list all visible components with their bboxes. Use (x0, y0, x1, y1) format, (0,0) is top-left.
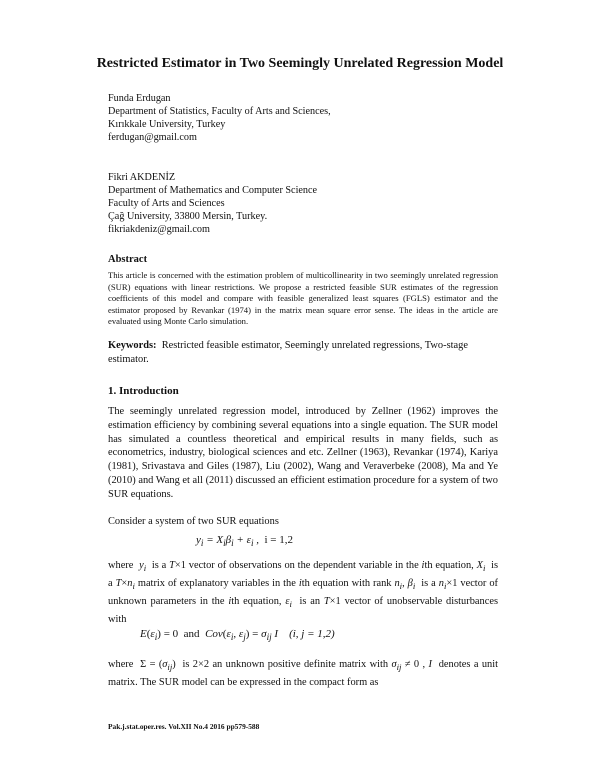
abstract-text: This article is concerned with the estimation problem of multicollinearity in two seemingly unrelated regression (SUR) equations with linear restrictions. We propose a restricted feasible SUR estimates of the regression coefficients of this model and compare with feasible generalized least squares (FGLS) estimator and the estimator proposed by Revankar (1974) in the matrix mean square error sense. The ideas in the article are evaluated using Monte Carlo simulation. (108, 270, 498, 327)
keywords-label: Keywords: (108, 340, 157, 351)
where2-a: where (108, 659, 134, 670)
keywords (108, 339, 498, 366)
where1-d: th equation, (424, 560, 474, 571)
variable-definitions: where $y_i$ is a T×1 vector of observations on the dependent variable in the ith equation, $X_i$ is a $T\times n_i$ matrix of explanatory variables in the ith equation with rank $n_i$, $\beta_i$ is a $n_i\times 1$ vector of unknown parameters in the ith equation, $\varepsilon_i$ is an T×1 vector of unobservable disturbances with (108, 560, 499, 626)
author-1-email[interactable]: ferdugan@gmail.com (108, 132, 197, 143)
where1-j: th equation, (231, 596, 282, 608)
sigma-definition: where $\Sigma = (\sigma_{ij})$ is 2×2 an unknown positive definite matrix with $\sigma_{ij} \ne 0$ , I denotes a unit matrix. The SUR model can be expressed in the compact form as (108, 659, 498, 689)
where1-k: is an (299, 596, 321, 608)
where1-f: matrix of explanatory variables in the (137, 578, 296, 590)
where1-h: is a (421, 578, 436, 590)
paper-title: Restricted Estimator in Two Seemingly Unrelated Regression Model (96, 56, 504, 71)
where2-b: is (182, 659, 190, 670)
keywords-text: Restricted feasible estimator, Seemingly unrelated regressions, Two-stage estimator. (108, 340, 468, 365)
where1-b: is a (151, 560, 167, 571)
where1-c: vector of observations on the dependent variable in the (188, 560, 419, 571)
where1-i: vector of unknown parameters in the (108, 578, 498, 608)
author-1 (108, 92, 331, 144)
section-heading-introduction: 1. Introduction (108, 385, 179, 397)
eq2-and: and (183, 628, 200, 640)
where1-g: th equation with rank (301, 578, 392, 590)
equation-index: i = 1,2 (264, 534, 293, 546)
author-1-affiliation-line-1: Department of Statistics, Faculty of Arts and Sciences, (108, 106, 331, 117)
equation-sur-system: $y_i = X_i\beta_i + \varepsilon_i$ , i = 1,2 (196, 534, 293, 549)
equation-disturbance-moments: $E(\varepsilon_i) = 0$ and $Cov(\varepsilon_i$, $\varepsilon_j) = \sigma_{ij}$ I (i, j = 1,2) (140, 628, 335, 643)
where2-c: an unknown positive definite matrix with (212, 659, 389, 670)
author-1-name: Funda Erdugan (108, 93, 171, 104)
author-2 (108, 171, 317, 236)
author-2-email[interactable]: fikriakdeniz@gmail.com (108, 224, 210, 235)
author-2-affiliation-line-1: Department of Mathematics and Computer Science (108, 185, 318, 196)
author-2-name: Fikri AKDENİZ (108, 172, 176, 183)
author-1-affiliation-line-2: Kırıkkale University, Turkey (108, 119, 226, 130)
introduction-paragraph: The seemingly unrelated regression model, introduced by Zellner (1962) improves the estimation efficiency by combining several equations into a single equation. The SUR model has simulated a countless theoretical and empirical results in many fields, such as econometrics, industry, biological sciences and etc. Zellner (1963), Revankar (1974), Kariya (1981), Srivastava and Giles (1987), Liu (2002), Wang and Veraverbeke (2008), Ma and Ye (2010) and Wang et all (2011) discussed an efficient estimation procedure for a system of two SUR equations. (108, 406, 498, 500)
where2-d: denotes a unit matrix. The SUR model can be expressed in the compact form as (108, 659, 498, 689)
where1-a: where (108, 560, 134, 571)
abstract-heading: Abstract (108, 254, 148, 265)
author-2-affiliation-line-3: Çağ University, 33800 Mersin, Turkey. (108, 211, 268, 222)
where1-l: vector of unobservable disturbances with (108, 596, 498, 626)
journal-footer: Pak.j.stat.oper.res. Vol.XII No.4 2016 pp579-588 (108, 722, 260, 731)
author-2-affiliation-line-2: Faculty of Arts and Sciences (108, 198, 225, 209)
where1-e: is a (108, 560, 499, 590)
consider-sentence: Consider a system of two SUR equations (108, 516, 279, 527)
eq2-index: (i, j = 1,2) (289, 628, 335, 640)
